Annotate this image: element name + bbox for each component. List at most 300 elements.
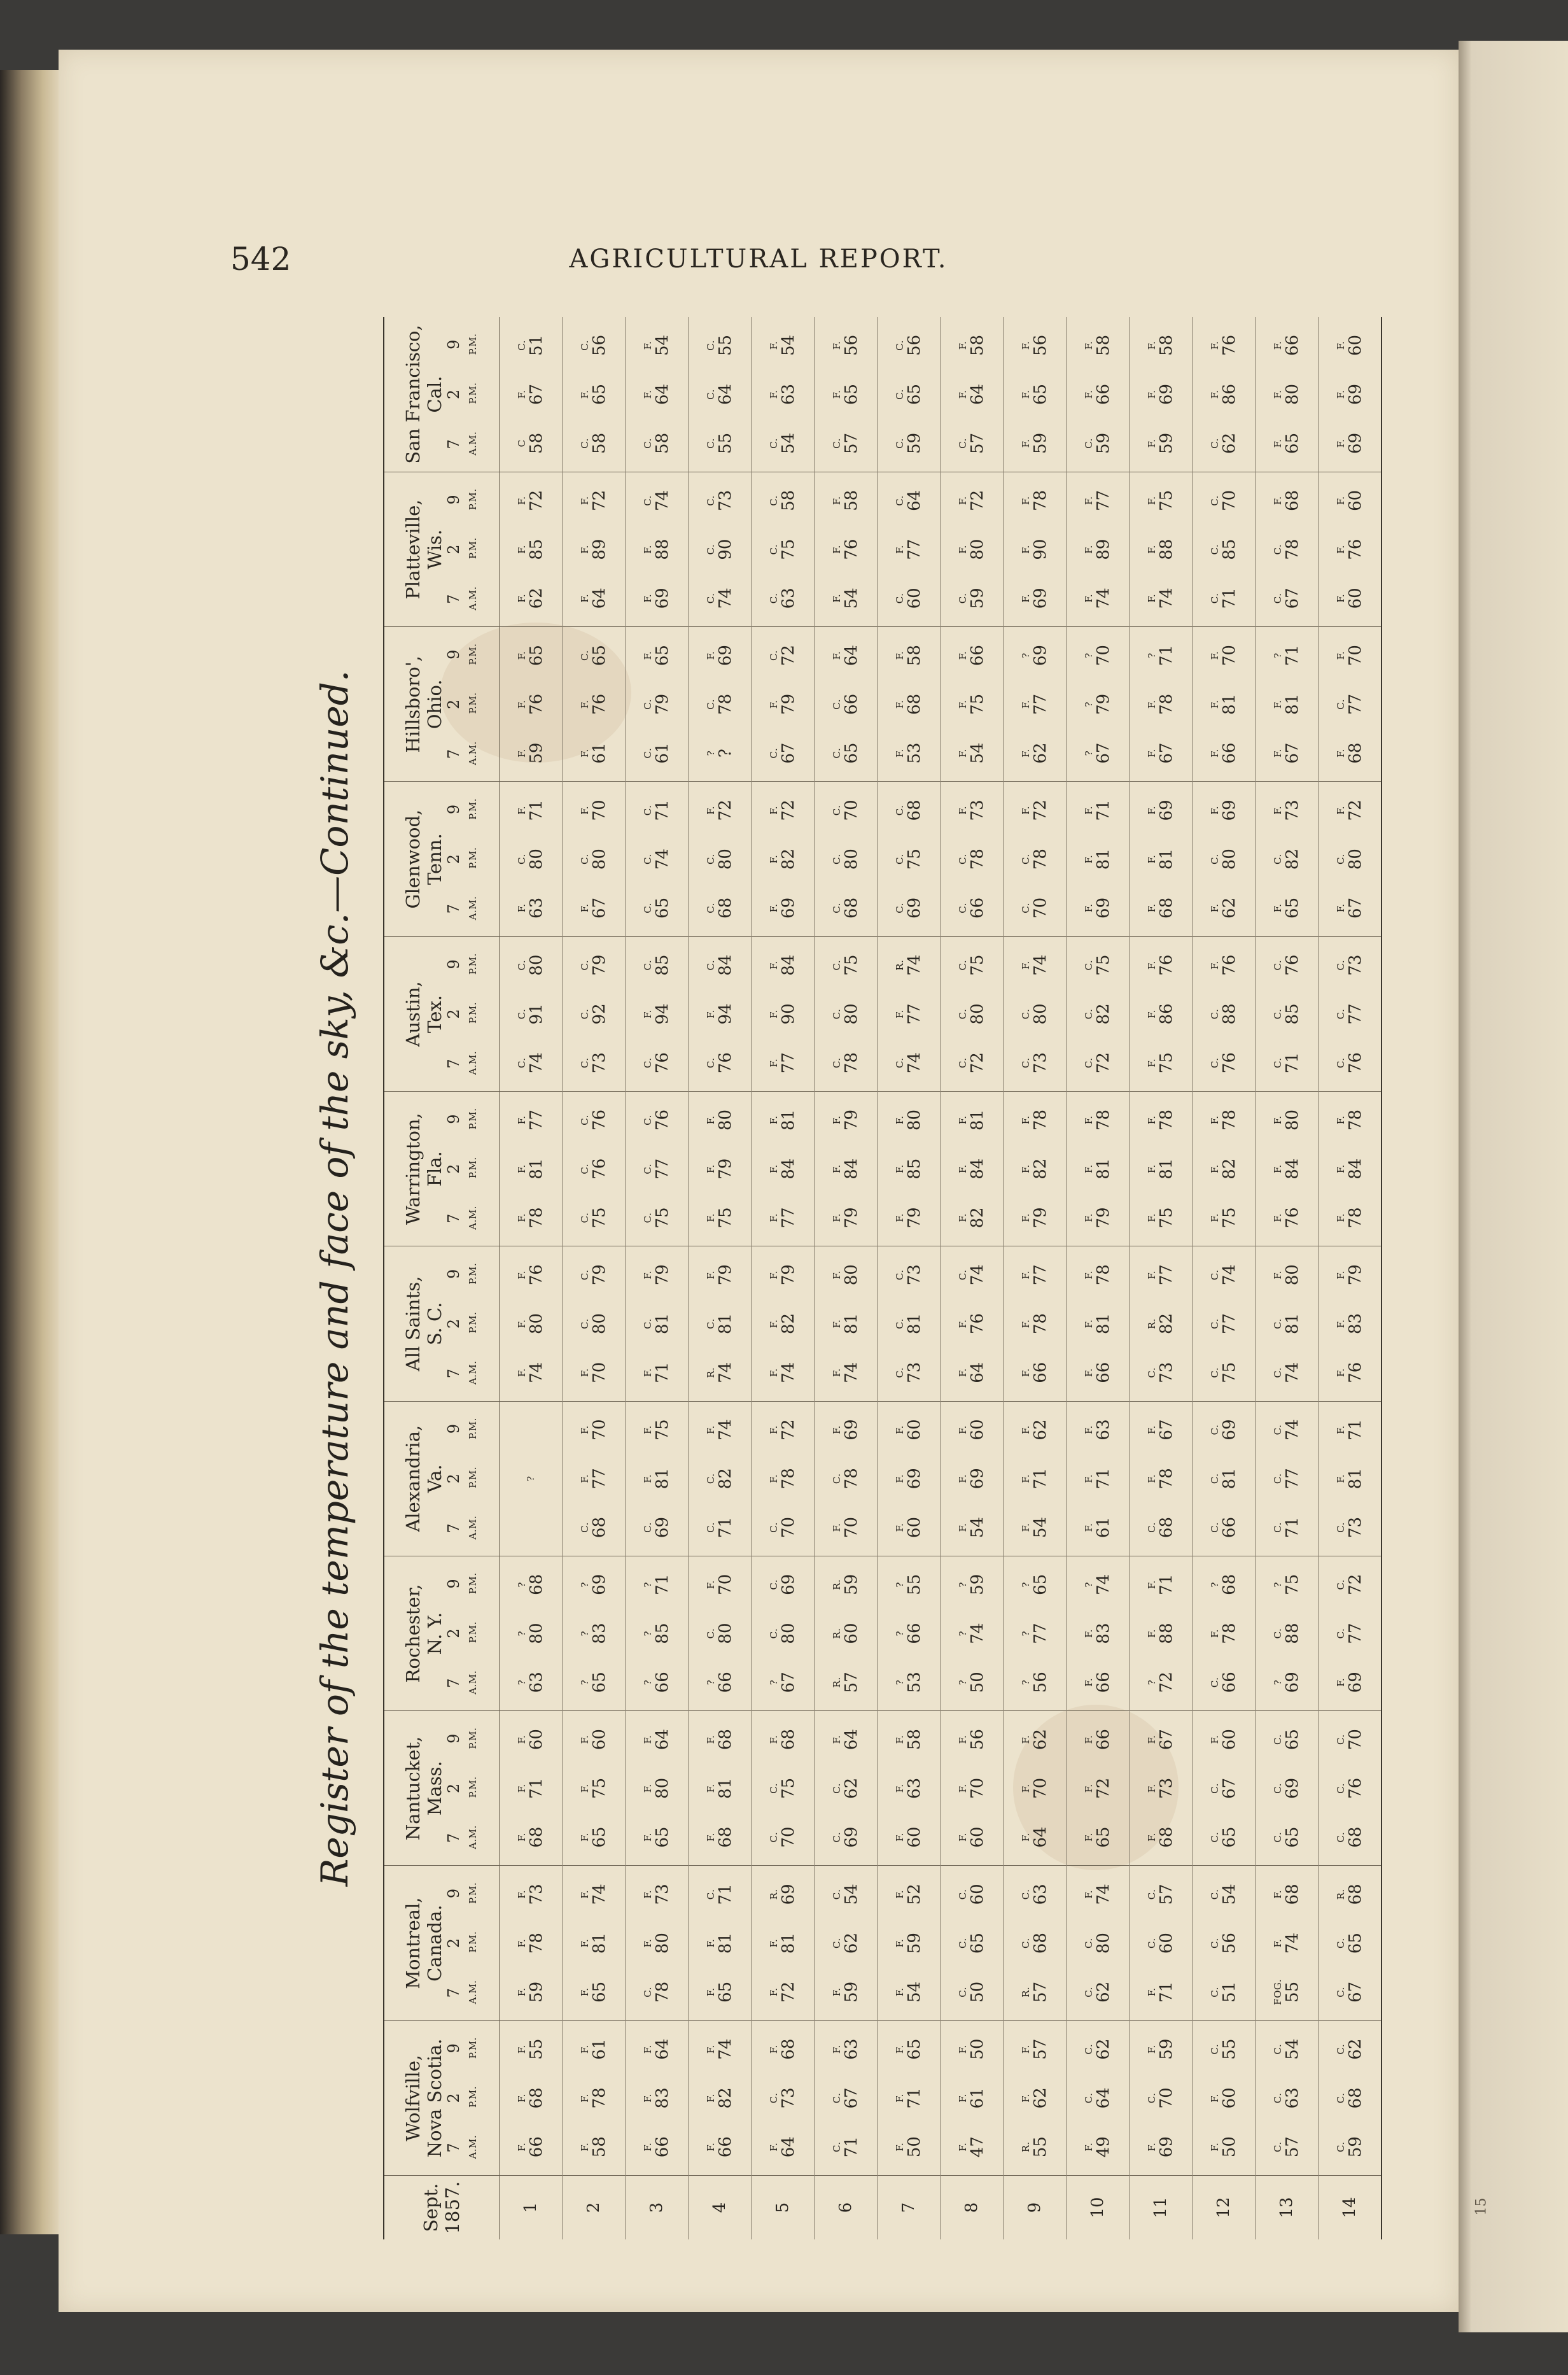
sky-code: F. xyxy=(830,1319,843,1328)
observation xyxy=(832,1039,860,1087)
temperature-value: 81 xyxy=(778,1933,798,1954)
station-cell xyxy=(1256,627,1319,782)
observation xyxy=(832,786,860,835)
sky-code: F. xyxy=(1208,341,1221,350)
hour-labels xyxy=(445,1246,462,1400)
sky-code: F. xyxy=(1082,1523,1095,1532)
station-cell xyxy=(626,1866,689,2020)
sky-code: C. xyxy=(1334,1628,1347,1639)
observation xyxy=(706,990,734,1038)
observation xyxy=(517,990,545,1038)
sky-code: F. xyxy=(956,1523,969,1532)
sky-code: F. xyxy=(515,2093,528,2103)
station-cell xyxy=(941,936,1004,1091)
station-cell xyxy=(500,936,563,1091)
sky-code: F. xyxy=(641,1938,654,1948)
observation-triple xyxy=(643,1866,671,2020)
temperature-value: 81 xyxy=(904,1313,924,1335)
temperature-value: 67 xyxy=(1282,742,1302,764)
station-cell xyxy=(1193,472,1256,626)
hour-label: 2 xyxy=(445,1628,463,1639)
observation xyxy=(580,631,608,680)
station-cell xyxy=(1256,2020,1319,2175)
sky-code: F. xyxy=(1145,545,1158,554)
temperature-value: 78 xyxy=(652,1981,672,2003)
sky-code: C. xyxy=(578,1269,591,1281)
sky-code: C. xyxy=(830,1831,843,1843)
period-labels xyxy=(465,937,481,1091)
observation xyxy=(580,1039,608,1087)
observation xyxy=(1147,574,1175,623)
station-cell xyxy=(1130,317,1193,472)
station-cell xyxy=(500,1866,563,2020)
temperature-register-table xyxy=(383,317,1382,2239)
observation xyxy=(1021,574,1049,623)
sky-code: F. xyxy=(641,390,654,399)
observation xyxy=(958,1560,986,1609)
observation-triple xyxy=(1147,1556,1175,1710)
observation xyxy=(1021,786,1049,835)
observation xyxy=(1084,525,1112,574)
observation xyxy=(895,1096,923,1144)
temperature-value: 82 xyxy=(967,1207,987,1229)
temperature-value: 72 xyxy=(526,490,546,511)
station-cell xyxy=(752,627,815,782)
hour-labels xyxy=(445,1556,462,1710)
temperature-value: 63 xyxy=(904,1777,924,1799)
station-cell xyxy=(626,1092,689,1246)
sky-code: F. xyxy=(956,1319,969,1328)
table-row xyxy=(689,317,752,2239)
observation xyxy=(1336,2025,1364,2073)
temperature-value: 72 xyxy=(778,800,798,821)
observation xyxy=(517,835,545,884)
observation xyxy=(643,1504,671,1552)
station-cell xyxy=(752,1711,815,1866)
temperature-value: 76 xyxy=(1219,1052,1239,1074)
station-name: Wolfville, Nova Scotia. xyxy=(402,2038,445,2158)
station-cell xyxy=(1256,472,1319,626)
sky-code: F. xyxy=(1271,1213,1284,1222)
observation xyxy=(1147,729,1175,777)
observation xyxy=(1210,1455,1238,1503)
sky-code: F. xyxy=(641,1425,654,1434)
temperature-value: 58 xyxy=(589,2136,609,2158)
temperature-value: 79 xyxy=(652,1264,672,1286)
observation xyxy=(580,1870,608,1919)
hour-label: 7 xyxy=(445,2143,463,2153)
sky-code: C. xyxy=(1208,1367,1221,1378)
sky-code: C. xyxy=(578,1212,591,1223)
observation xyxy=(580,2123,608,2171)
sky-code: F. xyxy=(893,651,906,660)
observation xyxy=(1147,2074,1175,2122)
station-cell xyxy=(1319,1711,1382,1866)
observation xyxy=(1336,1251,1364,1299)
temperature-value: 58 xyxy=(904,645,924,666)
temperature-value: 65 xyxy=(1219,1826,1239,1848)
temperature-value: 84 xyxy=(1345,1158,1365,1180)
observation xyxy=(1273,2074,1301,2122)
sky-code: F. xyxy=(956,1213,969,1222)
temperature-value: 71 xyxy=(1093,1468,1113,1490)
observation xyxy=(895,1870,923,1919)
station-cell xyxy=(1193,1246,1256,1401)
temperature-value: 68 xyxy=(778,2038,798,2060)
observation-triple xyxy=(1147,1092,1175,1246)
temperature-value: 66 xyxy=(1030,1362,1050,1383)
sky-code: C. xyxy=(956,1269,969,1281)
temperature-value: 75 xyxy=(1093,954,1113,976)
sky-code: C. xyxy=(1271,1782,1284,1794)
observation xyxy=(958,786,986,835)
temperature-value: 69 xyxy=(1282,1672,1302,1693)
observation-triple xyxy=(769,1711,797,1865)
period-labels xyxy=(465,2021,481,2175)
period-labels xyxy=(465,1866,481,2020)
temperature-value: 79 xyxy=(841,1109,861,1131)
sky-code: F. xyxy=(830,1213,843,1222)
day-number: 4 xyxy=(689,2176,752,2240)
observation xyxy=(958,1870,986,1919)
temperature-value: 56 xyxy=(904,334,924,356)
observation xyxy=(1210,574,1238,623)
station-cell xyxy=(626,1556,689,1710)
temperature-value: 70 xyxy=(1219,645,1239,666)
sky-code: F. xyxy=(515,1938,528,1948)
sky-code: F. xyxy=(1271,749,1284,758)
station-name: Warrington, Fla. xyxy=(402,1113,445,1225)
temperature-value: 68 xyxy=(1345,742,1365,764)
temperature-value: 69 xyxy=(841,1826,861,1848)
observation xyxy=(1210,419,1238,467)
observation xyxy=(1147,1299,1175,1348)
observation-triple xyxy=(1273,1556,1301,1710)
sky-code: C. xyxy=(704,854,717,864)
observation xyxy=(517,476,545,525)
sky-code: C. xyxy=(893,593,906,604)
period-label: P.M. xyxy=(467,2086,479,2108)
station-cell xyxy=(815,782,878,936)
sky-code: F. xyxy=(1145,700,1158,709)
sky-code: ? xyxy=(1082,701,1095,707)
sky-code: F. xyxy=(515,1987,528,1997)
sky-code: F. xyxy=(1082,1833,1095,1842)
temperature-value: 76 xyxy=(1345,539,1365,560)
sky-code: C. xyxy=(704,389,717,400)
observation xyxy=(958,1096,986,1144)
temperature-value: 67 xyxy=(1156,1729,1176,1751)
observation xyxy=(1273,1096,1301,1144)
table-body xyxy=(500,317,1382,2239)
sky-code: C. xyxy=(1082,1008,1095,1020)
observation-triple xyxy=(832,937,860,1091)
temperature-value: 54 xyxy=(967,742,987,764)
observation xyxy=(1210,884,1238,932)
temperature-value: 84 xyxy=(778,954,798,976)
sky-code: F. xyxy=(1145,1010,1158,1018)
observation-triple xyxy=(895,1092,923,1246)
temperature-value: 62 xyxy=(526,588,546,609)
temperature-value: 60 xyxy=(589,1729,609,1751)
observation xyxy=(769,1145,797,1193)
sky-code: ? xyxy=(1208,1582,1221,1588)
temperature-value: 68 xyxy=(1345,1826,1365,1848)
observation xyxy=(1084,835,1112,884)
temperature-value: 65 xyxy=(589,645,609,666)
sky-code: F. xyxy=(893,1164,906,1174)
temperature-value: 84 xyxy=(1282,1158,1302,1180)
temperature-value: 75 xyxy=(652,1419,672,1441)
temperature-value: 64 xyxy=(652,2038,672,2060)
station-cell xyxy=(1193,2020,1256,2175)
observation-triple xyxy=(1210,627,1238,781)
temperature-value: 81 xyxy=(1093,1313,1113,1335)
observation-triple xyxy=(1021,627,1049,781)
sky-code: C. xyxy=(641,747,654,759)
temperature-value: 66 xyxy=(1093,1672,1113,1693)
sky-code: C. xyxy=(578,1057,591,1069)
observation-triple xyxy=(1336,472,1364,626)
sky-code: C. xyxy=(515,1057,528,1069)
hour-label: 7 xyxy=(445,1368,463,1379)
sky-code: F. xyxy=(1271,496,1284,505)
temperature-value: 71 xyxy=(715,1516,735,1539)
observation-triple xyxy=(1273,2021,1301,2175)
temperature-value: 80 xyxy=(1345,849,1365,870)
temperature-value: 74 xyxy=(1282,1362,1302,1383)
temperature-value: 64 xyxy=(841,1729,861,1751)
station-name: Alexandria, Va. xyxy=(402,1425,445,1532)
temperature-value: 79 xyxy=(715,1264,735,1286)
temperature-value: 74 xyxy=(715,1362,735,1383)
observation xyxy=(580,1348,608,1397)
temperature-value: 90 xyxy=(1030,539,1050,560)
observation-triple xyxy=(706,1711,734,1865)
temperature-value: 85 xyxy=(1282,1003,1302,1025)
temperature-value: 71 xyxy=(652,1362,672,1383)
station-cell xyxy=(878,317,941,472)
sky-code: F. xyxy=(578,1938,591,1948)
temperature-value: 69 xyxy=(1345,383,1365,405)
observation xyxy=(769,1299,797,1348)
hour-label: 9 xyxy=(445,1114,463,1124)
observation-triple xyxy=(769,472,797,626)
station-cell xyxy=(500,1556,563,1710)
hour-label: 7 xyxy=(445,439,463,449)
observation-triple xyxy=(769,1402,797,1556)
observation xyxy=(580,1455,608,1503)
temperature-value: 59 xyxy=(1093,432,1113,454)
hour-labels xyxy=(445,937,462,1091)
sky-code: F. xyxy=(893,1425,906,1434)
temperature-value: 67 xyxy=(778,1672,798,1693)
temperature-value: 69 xyxy=(1030,588,1050,609)
sky-code: F. xyxy=(1019,1115,1032,1125)
station-cell xyxy=(815,1401,878,1556)
table-row xyxy=(500,317,563,2239)
observation xyxy=(1147,1348,1175,1397)
observation xyxy=(1273,1145,1301,1193)
temperature-value: 81 xyxy=(652,1313,672,1335)
observation xyxy=(1210,1504,1238,1552)
temperature-value: 55 xyxy=(715,432,735,454)
observation-triple xyxy=(1273,1092,1301,1246)
observation-triple xyxy=(1336,937,1364,1091)
temperature-value: 65 xyxy=(1282,1729,1302,1751)
observation xyxy=(1210,1348,1238,1397)
sky-code: F. xyxy=(1145,390,1158,399)
observation xyxy=(706,729,734,777)
sky-code: C. xyxy=(578,854,591,864)
observation xyxy=(706,1039,734,1087)
temperature-value: 84 xyxy=(778,1158,798,1180)
observation xyxy=(769,2025,797,2073)
observation xyxy=(1021,1716,1049,1764)
temperature-value: 68 xyxy=(841,897,861,919)
observation-triple xyxy=(1210,472,1238,626)
station-cell xyxy=(878,472,941,626)
observation xyxy=(832,2025,860,2073)
hour-label: 2 xyxy=(445,1318,463,1329)
temperature-value: 58 xyxy=(1156,334,1176,356)
temperature-value: 54 xyxy=(841,588,861,609)
observation xyxy=(769,370,797,418)
observation xyxy=(832,1919,860,1968)
sky-code: F. xyxy=(1271,1115,1284,1125)
sky-code: F. xyxy=(830,651,843,660)
station-cell xyxy=(1256,1246,1319,1401)
sky-code: F. xyxy=(893,2142,906,2152)
sky-code: C. xyxy=(1019,1938,1032,1949)
observation xyxy=(643,2074,671,2122)
observation-triple xyxy=(1021,1402,1049,1556)
observation xyxy=(517,1870,545,1919)
temperature-value: 72 xyxy=(778,1419,798,1441)
sky-code: C. xyxy=(893,1367,906,1378)
station-header xyxy=(384,1401,500,1556)
observation xyxy=(1273,680,1301,728)
temperature-value: 84 xyxy=(841,1158,861,1180)
observation xyxy=(769,2123,797,2171)
sky-code: C. xyxy=(1271,2092,1284,2104)
observation xyxy=(1084,1658,1112,1707)
sky-code: ? xyxy=(1145,652,1158,658)
temperature-value: 75 xyxy=(1156,1207,1176,1229)
observation xyxy=(832,476,860,525)
temperature-value: 58 xyxy=(652,432,672,454)
observation xyxy=(769,729,797,777)
temperature-value: 68 xyxy=(715,897,735,919)
observation xyxy=(580,1764,608,1812)
sky-code: F. xyxy=(1082,390,1095,399)
observation xyxy=(958,1764,986,1812)
observation-triple xyxy=(769,782,797,936)
temperature-value: 71 xyxy=(652,1574,672,1595)
observation-triple xyxy=(643,782,671,936)
sky-code: F. xyxy=(893,1987,906,1997)
hour-labels xyxy=(445,1711,462,1865)
sky-code: ? xyxy=(1082,1582,1095,1588)
temperature-value: 81 xyxy=(1282,1313,1302,1335)
temperature-value: 75 xyxy=(589,1777,609,1799)
station-cell xyxy=(563,317,626,472)
hour-label: 9 xyxy=(445,1269,463,1279)
temperature-value: 82 xyxy=(1156,1313,1176,1335)
observation xyxy=(643,1658,671,1707)
temperature-value: 82 xyxy=(1030,1158,1050,1180)
sky-code: F. xyxy=(578,805,591,815)
observation-triple xyxy=(832,1402,860,1556)
observation-triple xyxy=(1147,1866,1175,2020)
observation xyxy=(769,1716,797,1764)
sky-code: C. xyxy=(767,1579,780,1590)
station-cell xyxy=(815,627,878,782)
observation xyxy=(895,476,923,525)
observation xyxy=(526,1406,536,1454)
observation xyxy=(1021,1096,1049,1144)
observation xyxy=(517,884,545,932)
sky-code: C. xyxy=(1271,1628,1284,1639)
observation xyxy=(1147,1609,1175,1658)
temperature-value: 64 xyxy=(1093,2087,1113,2109)
station-cell xyxy=(815,936,878,1091)
station-cell xyxy=(1193,1556,1256,1710)
observation xyxy=(958,835,986,884)
temperature-value: 60 xyxy=(1219,1729,1239,1751)
observation xyxy=(958,941,986,989)
observation xyxy=(1210,1658,1238,1707)
observation xyxy=(895,1145,923,1193)
temperature-value: 83 xyxy=(589,1623,609,1644)
temperature-value: 78 xyxy=(526,1207,546,1229)
observation-triple xyxy=(1336,1866,1364,2020)
observation xyxy=(1021,419,1049,467)
observation xyxy=(1336,370,1364,418)
temperature-value: 72 xyxy=(1345,1574,1365,1595)
observation xyxy=(1210,1406,1238,1454)
observation xyxy=(643,1455,671,1503)
station-cell xyxy=(941,1711,1004,1866)
period-label: P.M. xyxy=(467,1882,479,1904)
period-label: P.M. xyxy=(467,537,479,560)
observation xyxy=(769,1504,797,1552)
observation xyxy=(1021,631,1049,680)
temperature-value: 57 xyxy=(1030,1981,1050,2003)
temperature-value: 71 xyxy=(1282,1516,1302,1539)
temperature-value: 75 xyxy=(967,954,987,976)
temperature-value: 70 xyxy=(967,1777,987,1799)
station-cell xyxy=(1067,1401,1130,1556)
observation xyxy=(832,1348,860,1397)
temperature-value: 81 xyxy=(967,1109,987,1131)
observation-triple xyxy=(517,317,545,472)
sky-code: F. xyxy=(830,1164,843,1174)
observation-triple xyxy=(769,1866,797,2020)
sky-code: F. xyxy=(515,700,528,709)
temperature-value: 73 xyxy=(715,490,735,511)
observation xyxy=(643,2123,671,2171)
temperature-value: 85 xyxy=(652,1623,672,1644)
temperature-value: 74 xyxy=(1093,1574,1113,1595)
sky-code: F. xyxy=(1334,1368,1347,1378)
observation-triple xyxy=(643,2021,671,2175)
period-labels xyxy=(465,472,481,626)
temperature-value: 54 xyxy=(841,1884,861,1905)
sky-code: ? xyxy=(956,1630,969,1637)
observation-triple xyxy=(769,1246,797,1400)
station-cell xyxy=(1067,1711,1130,1866)
